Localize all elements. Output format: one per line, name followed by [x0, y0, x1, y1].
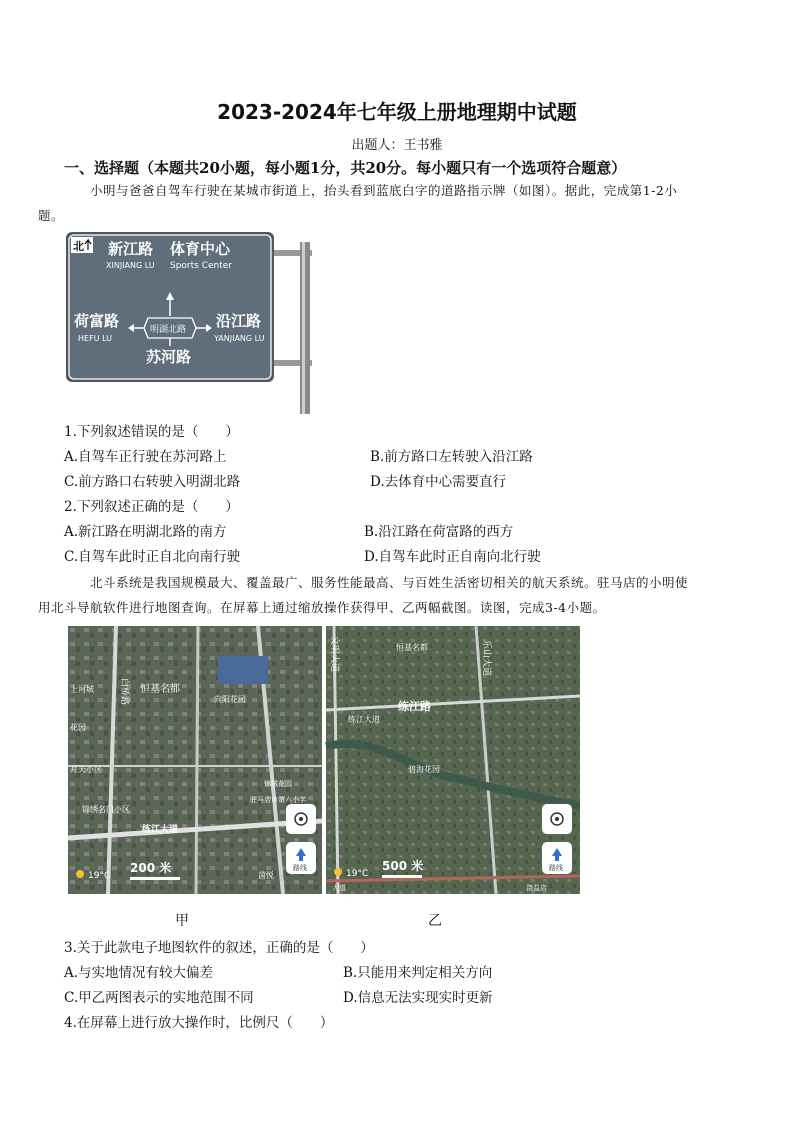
map-a-caption: 甲: [175, 913, 189, 929]
q3-option-d: D.信息无法实现实时更新: [343, 990, 493, 1006]
map-a: [68, 626, 322, 894]
map-b-temp: 19°C: [346, 869, 369, 879]
sign-top-poi-cn: 体育中心: [170, 240, 231, 258]
map-a-label-10: 茵悦: [258, 871, 274, 880]
page-title: 2023-2024年七年级上册地理期中试题: [217, 100, 577, 124]
q2-option-b: B.沿江路在荷富路的西方: [364, 524, 514, 540]
map-b: [326, 626, 580, 894]
q1-option-d: D.去体育中心需要直行: [370, 474, 507, 490]
question-1-stem: 1.下列叙述错误的是（ ）: [64, 424, 239, 440]
map-a-weather-icon: [76, 870, 84, 878]
map-a-label-5: 月天小区: [70, 765, 102, 774]
map-a-label-9: 练江大道: [142, 825, 179, 835]
sign-left-road-en: HEFU LU: [78, 334, 112, 343]
q2-option-a: A.新江路在明湖北路的南方: [64, 524, 227, 540]
question-2-stem: 2.下列叙述正确的是（ ）: [64, 499, 239, 515]
q1-option-b: B.前方路口左转驶入沿江路: [370, 449, 533, 465]
q2-option-c: C.自驾车此时正自北向南行驶: [64, 549, 241, 565]
map-a-label-8: 锦城花园: [264, 780, 292, 788]
intro-paragraph-2: 北斗系统是我国规模最大、覆盖最广、服务性能最高、与百姓生活密切相关的航天系统。驻马店的小明使 用北斗导航软件进行地图查询。在屏幕上通过缩放操作获得甲、乙两幅截图。读图，完成3-4小题。: [38, 575, 689, 615]
sign-top-poi-en: Sports Center: [170, 261, 233, 271]
map-b-label-0: 文明大道: [329, 636, 339, 673]
map-a-label-3: 向阳花园: [214, 695, 246, 704]
sign-top-road-cn: 新江路: [108, 240, 154, 258]
q3-option-c: C.甲乙两图表示的实地范围不同: [64, 990, 254, 1006]
sign-left-road-cn: 荷富路: [74, 312, 120, 330]
map-b-label-1: 恒基名都: [396, 643, 428, 652]
road-sign-figure: [66, 232, 314, 414]
map-a-label-7: 驻马店市第六小学: [250, 796, 306, 804]
map-a-route-label: 路线: [293, 864, 307, 872]
map-b-caption: 乙: [428, 913, 442, 929]
q3-option-b: B.只能用来判定相关方向: [343, 965, 493, 981]
map-a-label-6: 锦绣名门小区: [82, 805, 130, 814]
map-a-label-0: 上河城: [70, 685, 94, 694]
map-b-scale: 500 米: [382, 859, 424, 873]
map-b-label-5: 碧海花园: [408, 765, 440, 774]
section-heading: 一、选择题（本题共20小题，每小题1分，共20分。每小题只有一个选项符合题意）: [64, 159, 627, 177]
q1-option-a: A.自驾车正行驶在苏河路上: [64, 449, 227, 465]
map-a-label-1: 白桥路: [119, 678, 129, 706]
map-b-label-7: 大道: [332, 884, 346, 892]
map-a-label-4: 花园: [70, 723, 86, 732]
sign-right-road-cn: 沿江路: [216, 312, 262, 330]
map-screenshots-figure: [68, 626, 580, 894]
sign-bottom-road: 苏河路: [146, 348, 192, 366]
map-b-label-2: 乐山大道: [481, 640, 491, 677]
map-b-label-6: 饶益店: [526, 884, 547, 892]
map-b-weather-icon: [334, 868, 342, 876]
map-b-label-3: 练江路: [398, 700, 431, 713]
author-line: 出题人：王书雅: [351, 138, 443, 153]
map-b-label-4: 练江大道: [348, 715, 380, 724]
map-a-label-2: 恒基名都: [140, 684, 180, 695]
map-b-route-label: 路线: [549, 864, 563, 872]
north-label: 北: [73, 240, 84, 253]
sign-top-road-en: XINJIANG LU: [106, 261, 155, 270]
question-4-stem: 4.在屏幕上进行放大操作时，比例尺（ ）: [64, 1015, 334, 1031]
q3-option-a: A.与实地情况有较大偏差: [64, 965, 214, 981]
question-3-stem: 3.关于此款电子地图软件的叙述，正确的是（ ）: [64, 940, 374, 956]
sign-right-road-en: YANJIANG LU: [214, 334, 265, 343]
q1-option-c: C.前方路口右转驶入明湖北路: [64, 474, 241, 490]
sign-center-road: 明湖北路: [150, 325, 187, 335]
q2-option-d: D.自驾车此时正自南向北行驶: [364, 549, 541, 565]
intro-paragraph-1: 小明与爸爸自驾车行驶在某城市街道上，抬头看到蓝底白字的道路指示牌（如图）。据此，完成第1-2小 题。: [38, 183, 678, 223]
map-a-scale: 200 米: [130, 861, 172, 875]
map-a-temp: 19°C: [88, 871, 111, 881]
